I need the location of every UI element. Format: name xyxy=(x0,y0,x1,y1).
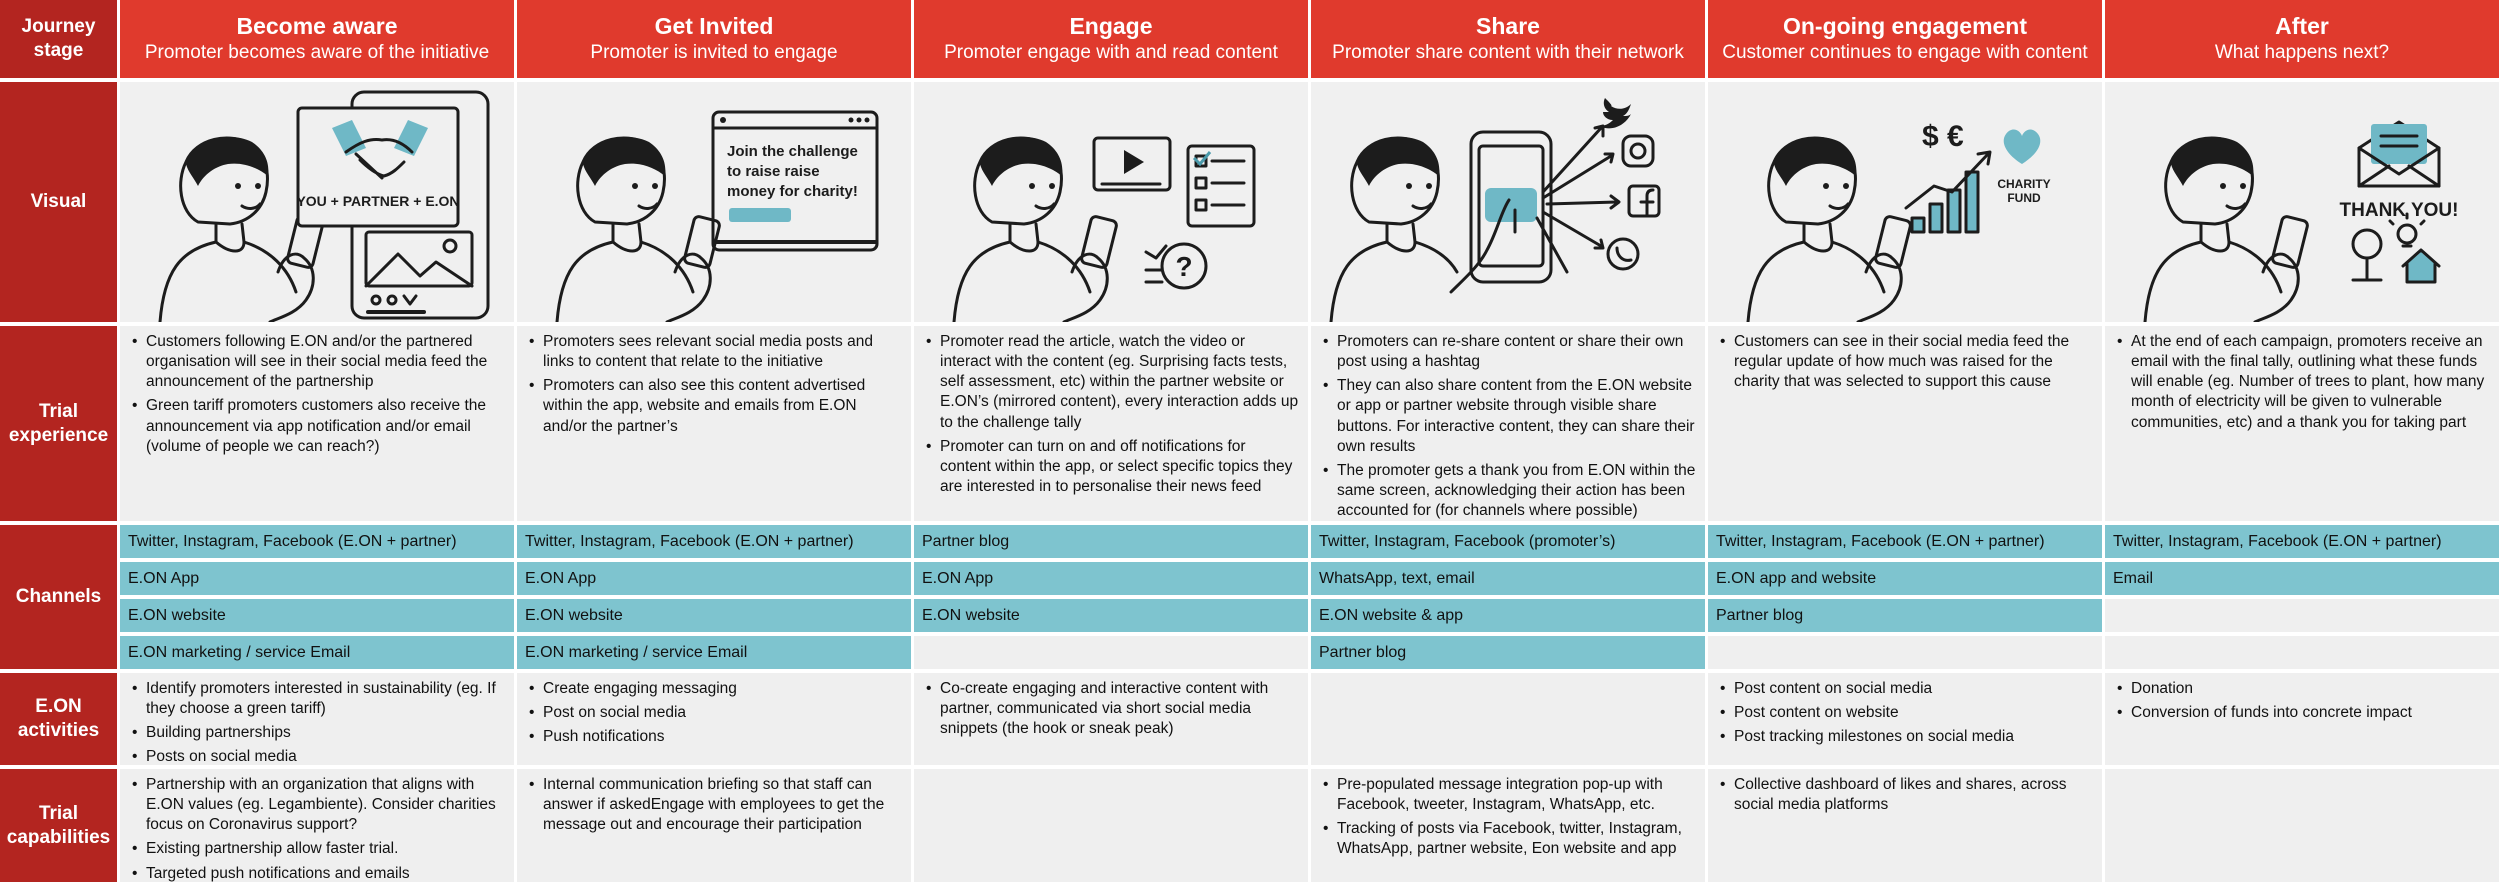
stage-header-share xyxy=(1311,0,1705,78)
person-thankyou-illustration xyxy=(2105,82,2499,322)
channel-item: Twitter, Instagram, Facebook (E.ON + partner) xyxy=(120,525,514,558)
bullet-list xyxy=(525,775,903,835)
person-icon xyxy=(1331,137,1457,322)
activities-get-invited xyxy=(517,673,911,765)
channel-empty xyxy=(1708,636,2102,669)
stage-subtitle: Promoter is invited to engage xyxy=(590,41,838,63)
invite-text-line-1: Join the challenge xyxy=(727,143,858,160)
capabilities-share xyxy=(1311,769,1705,882)
channel-item: WhatsApp, text, email xyxy=(1311,562,1705,595)
charity-label-line-1: CHARITY xyxy=(1997,177,2051,191)
channel-empty xyxy=(2105,599,2499,632)
bullet-item: • Targeted push notifications and emails xyxy=(128,864,506,882)
channel-item: Email xyxy=(2105,562,2499,595)
image-placeholder-icon xyxy=(366,232,472,286)
stage-subtitle: Promoter engage with and read content xyxy=(944,41,1278,63)
visual-after xyxy=(2105,82,2499,322)
stage-subtitle: Promoter share content with their network xyxy=(1332,41,1684,63)
person-icon xyxy=(557,137,720,322)
channel-item: Twitter, Instagram, Facebook (E.ON + partner) xyxy=(2105,525,2499,558)
bullet-item: • Internal communication briefing so that staff can answer if askedEngage with employees to get the message out and encourage their participation xyxy=(525,775,903,835)
bullet-item: • Customers can see in their social media feed the regular update of how much was raised for the charity that was selected to support this cause xyxy=(1716,332,2094,392)
whatsapp-icon xyxy=(1608,239,1638,269)
row-label-journey-stage xyxy=(0,0,117,78)
visual-get-invited xyxy=(517,82,911,322)
person-icon xyxy=(1748,137,1911,322)
experience-share xyxy=(1311,326,1705,521)
bullet-item: • Post content on social media xyxy=(1716,679,2094,699)
channel-item: E.ON marketing / service Email xyxy=(120,636,514,669)
browser-window-icon xyxy=(713,112,877,250)
bullet-item: • Conversion of funds into concrete impact xyxy=(2113,703,2491,723)
row-label-text: Trial capabilities xyxy=(6,802,111,848)
bullet-item: • Post content on website xyxy=(1716,703,2094,723)
bullet-list xyxy=(1319,332,1697,521)
activities-ongoing-engagement xyxy=(1708,673,2102,765)
bullet-list xyxy=(922,679,1300,739)
bullet-item: • Promoter can turn on and off notifications for content within the app, or select specific topics they are interested in to personalise their news feed xyxy=(922,437,1300,497)
activities-become-aware xyxy=(120,673,514,765)
bullet-item: • At the end of each campaign, promoters receive an email with the final tally, outlining what these funds will enable (eg. Number of trees to plant, how many month of electricity will be given to vulnerable communities, etc) and a thank you for taking part xyxy=(2113,332,2491,433)
bullet-item: • Post on social media xyxy=(525,703,903,723)
bullet-item: • The promoter gets a thank you from E.ON within the same screen, acknowledging their action has been accounted for (for channels where possible) xyxy=(1319,461,1697,521)
experience-get-invited xyxy=(517,326,911,521)
channel-item: E.ON website xyxy=(120,599,514,632)
bullet-list xyxy=(525,679,903,747)
channel-item: E.ON App xyxy=(914,562,1308,595)
stage-header-get-invited xyxy=(517,0,911,78)
bullet-list xyxy=(128,332,506,457)
row-label-text: E.ON activities xyxy=(17,696,100,741)
visual-become-aware xyxy=(120,82,514,322)
bullet-item: • Promoters sees relevant social media posts and links to content that relate to the initiative xyxy=(525,332,903,372)
experience-engage xyxy=(914,326,1308,521)
bullet-item: • Donation xyxy=(2113,679,2491,699)
stage-subtitle: Promoter becomes aware of the initiative xyxy=(144,41,490,63)
bullet-list xyxy=(1716,332,2094,392)
visual-ongoing-engagement xyxy=(1708,82,2102,322)
twitter-icon xyxy=(1599,98,1631,128)
channel-item: E.ON website xyxy=(914,599,1308,632)
stage-header-become-aware xyxy=(120,0,514,78)
bullet-item: • Promoters can also see this content advertised within the app, website and emails from E.ON and/or the partner’s xyxy=(525,376,903,436)
activities-engage xyxy=(914,673,1308,765)
stage-title: Engage xyxy=(1069,13,1153,40)
bullet-item: • Promoters can re-share content or share their own post using a hashtag xyxy=(1319,332,1697,372)
channel-item: Twitter, Instagram, Facebook (E.ON + partner) xyxy=(517,525,911,558)
visual-engage xyxy=(914,82,1308,322)
bullet-item: • Create engaging messaging xyxy=(525,679,903,699)
charity-label-line-2: FUND xyxy=(2007,191,2041,205)
stage-header-engage xyxy=(914,0,1308,78)
bullet-item: • Collective dashboard of likes and shares, across social media platforms xyxy=(1716,775,2094,815)
experience-become-aware xyxy=(120,326,514,521)
person-growth-illustration xyxy=(1708,82,2102,322)
channel-item: E.ON marketing / service Email xyxy=(517,636,911,669)
capabilities-become-aware xyxy=(120,769,514,882)
channel-item: Partner blog xyxy=(1311,636,1705,669)
bullet-item: • Posts on social media xyxy=(128,747,506,765)
channel-item: E.ON website xyxy=(517,599,911,632)
person-invite-illustration xyxy=(517,82,911,322)
cta-button-icon xyxy=(729,208,791,222)
channel-item: E.ON app and website xyxy=(1708,562,2102,595)
bullet-item: • Post tracking milestones on social media xyxy=(1716,727,2094,747)
row-label-text: Journey stage xyxy=(21,16,96,61)
capabilities-get-invited xyxy=(517,769,911,882)
bullet-item: • Promoter read the article, watch the video or interact with the content (eg. Surprising facts tests, self assessment, etc) within the partner website or E.ON’s (mirrored content), every interaction adds up to the challenge tally xyxy=(922,332,1300,433)
stage-subtitle: Customer continues to engage with content xyxy=(1722,41,2088,63)
capabilities-engage xyxy=(914,769,1308,882)
stage-title: On-going engagement xyxy=(1782,13,2028,40)
channel-item: Twitter, Instagram, Facebook (promoter’s) xyxy=(1311,525,1705,558)
house-icon xyxy=(2403,250,2439,282)
bullet-list xyxy=(2113,679,2491,723)
person-icon xyxy=(2145,137,2308,322)
heart-icon xyxy=(2004,130,2041,164)
channel-item: E.ON App xyxy=(120,562,514,595)
bullet-item: • They can also share content from the E.ON website or app or partner website through visible share buttons. For interactive content, they can share their own results xyxy=(1319,376,1697,457)
bullet-item: • Identify promoters interested in sustainability (eg. If they choose a green tariff) xyxy=(128,679,506,719)
invite-text-line-2: to raise raise xyxy=(727,163,820,180)
activities-share xyxy=(1311,673,1705,765)
channel-empty xyxy=(914,636,1308,669)
person-handshake-illustration xyxy=(120,82,514,322)
visual-caption: YOU + PARTNER + E.ON xyxy=(296,193,460,209)
bullet-item: • Building partnerships xyxy=(128,723,506,743)
checklist-icon xyxy=(1188,146,1254,226)
bullet-item: • Green tariff promoters customers also receive the announcement via app notification and/or email (volume of people we can reach?) xyxy=(128,396,506,456)
bullet-list xyxy=(1716,679,2094,747)
channel-item: Partner blog xyxy=(914,525,1308,558)
bar-chart-icon xyxy=(1906,152,1990,232)
channel-item: E.ON website & app xyxy=(1311,599,1705,632)
stage-title: Get Invited xyxy=(654,13,774,40)
row-label-channels xyxy=(0,525,117,669)
stage-title: Share xyxy=(1476,13,1540,40)
currency-symbols: $ € xyxy=(1922,120,1964,153)
bullet-item: • Tracking of posts via Facebook, twitter, Instagram, WhatsApp, partner website, Eon website and app xyxy=(1319,819,1697,859)
row-label-eon-activities xyxy=(0,673,117,765)
person-share-illustration xyxy=(1311,82,1705,322)
bullet-list xyxy=(922,332,1300,497)
row-label-trial-capabilities xyxy=(0,769,117,882)
experience-ongoing-engagement xyxy=(1708,326,2102,521)
bullet-item: • Co-create engaging and interactive content with partner, communicated via short social media snippets (the hook or sneak peak) xyxy=(922,679,1300,739)
thank-you-text: THANK YOU! xyxy=(2339,200,2459,221)
envelope-icon xyxy=(2359,122,2439,186)
channel-item: Partner blog xyxy=(1708,599,2102,632)
channel-item: E.ON App xyxy=(517,562,911,595)
tree-icon xyxy=(2353,230,2381,280)
experience-after xyxy=(2105,326,2499,521)
row-label-visual xyxy=(0,82,117,322)
capabilities-after xyxy=(2105,769,2499,882)
stage-subtitle: What happens next? xyxy=(2214,41,2390,63)
bullet-list xyxy=(2113,332,2491,433)
bullet-item: • Push notifications xyxy=(525,727,903,747)
visual-share xyxy=(1311,82,1705,322)
activities-after xyxy=(2105,673,2499,765)
bullet-list xyxy=(128,679,506,765)
row-label-text: Visual xyxy=(30,191,87,213)
capabilities-ongoing-engagement xyxy=(1708,769,2102,882)
bullet-list xyxy=(1319,775,1697,860)
instagram-icon xyxy=(1623,136,1653,166)
bullet-item: • Partnership with an organization that aligns with E.ON values (eg. Legambiente). Consider charities focus on Coronavirus support? xyxy=(128,775,506,835)
row-label-text: Channels xyxy=(15,586,102,608)
stage-title: After xyxy=(2275,13,2329,40)
bullet-item: • Existing partnership allow faster trial. xyxy=(128,839,506,859)
bullet-item: • Customers following E.ON and/or the partnered organisation will see in their social media feed the announcement of the partnership xyxy=(128,332,506,392)
person-content-illustration xyxy=(914,82,1308,322)
stage-header-after xyxy=(2105,0,2499,78)
row-label-trial-experience xyxy=(0,326,117,521)
bullet-list xyxy=(525,332,903,437)
channel-empty xyxy=(2105,636,2499,669)
stage-header-ongoing-engagement xyxy=(1708,0,2102,78)
row-label-text: Trial experience xyxy=(8,400,109,446)
channel-item: Twitter, Instagram, Facebook (E.ON + partner) xyxy=(1708,525,2102,558)
share-button-icon xyxy=(1485,188,1537,222)
bullet-list xyxy=(1716,775,2094,815)
bullet-item: • Pre-populated message integration pop-up with Facebook, tweeter, Instagram, WhatsApp, etc. xyxy=(1319,775,1697,815)
stage-title: Become aware xyxy=(236,13,398,40)
question-mark: ? xyxy=(1175,251,1193,282)
invite-text-line-3: money for charity! xyxy=(727,183,858,200)
bullet-list xyxy=(128,775,506,882)
